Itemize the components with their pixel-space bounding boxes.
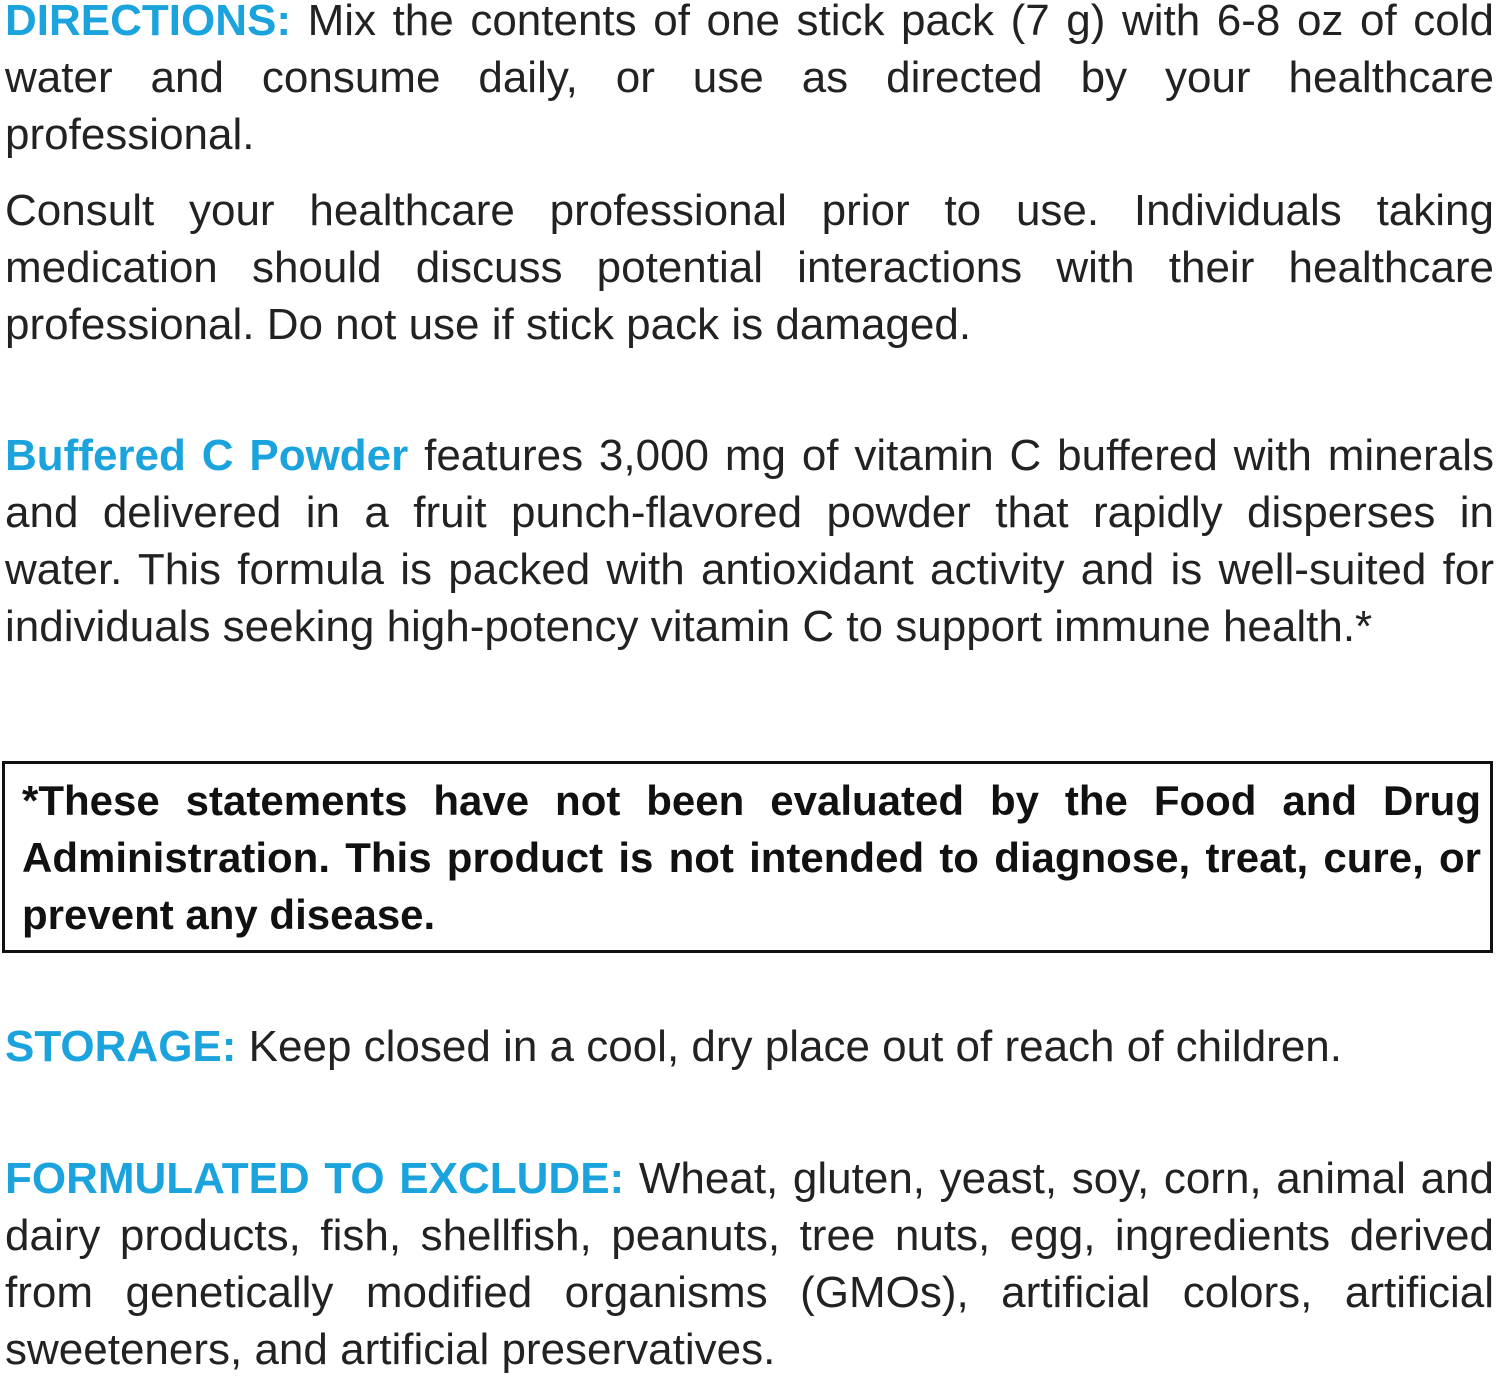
exclusions-label: FORMULATED TO EXCLUDE: <box>5 1154 625 1203</box>
product-description-paragraph <box>5 427 1494 655</box>
exclusions-paragraph <box>5 1150 1494 1378</box>
storage-paragraph <box>5 1018 1494 1075</box>
fda-disclaimer-box <box>2 761 1493 953</box>
directions-text: Mix the contents of one stick pack (7 g) with 6-8 oz of cold water and consume daily, or use as directed by your healthcare professional. <box>5 0 1494 159</box>
directions-label: DIRECTIONS: <box>5 0 291 45</box>
storage-label: STORAGE: <box>5 1022 237 1071</box>
directions-paragraph <box>5 0 1494 163</box>
storage-text: Keep closed in a cool, dry place out of reach of children. <box>236 1022 1342 1071</box>
caution-paragraph <box>5 182 1494 353</box>
product-description-text: features 3,000 mg of vitamin C buffered with minerals and delivered in a fruit punch-flavored powder that rapidly disperses in water. This formula is packed with antioxidant activity and is well-suited for individuals seeking high-potency vitamin C to support immune health.* <box>5 431 1494 651</box>
product-name: Buffered C Powder <box>5 431 409 480</box>
fda-disclaimer-text: *These statements have not been evaluated by the Food and Drug Administration. This product is not intended to diagnose, treat, cure, or prevent any disease. <box>22 777 1481 938</box>
exclusions-text: Wheat, gluten, yeast, soy, corn, animal and dairy products, fish, shellfish, peanuts, tree nuts, egg, ingredients derived from genetically modified organisms (GMOs), artificial colors, artificial sweeteners, and artificial preservatives. <box>5 1154 1494 1374</box>
caution-text: Consult your healthcare professional prior to use. Individuals taking medication should discuss potential interactions with their healthcare professional. Do not use if stick pack is damaged. <box>5 186 1494 349</box>
